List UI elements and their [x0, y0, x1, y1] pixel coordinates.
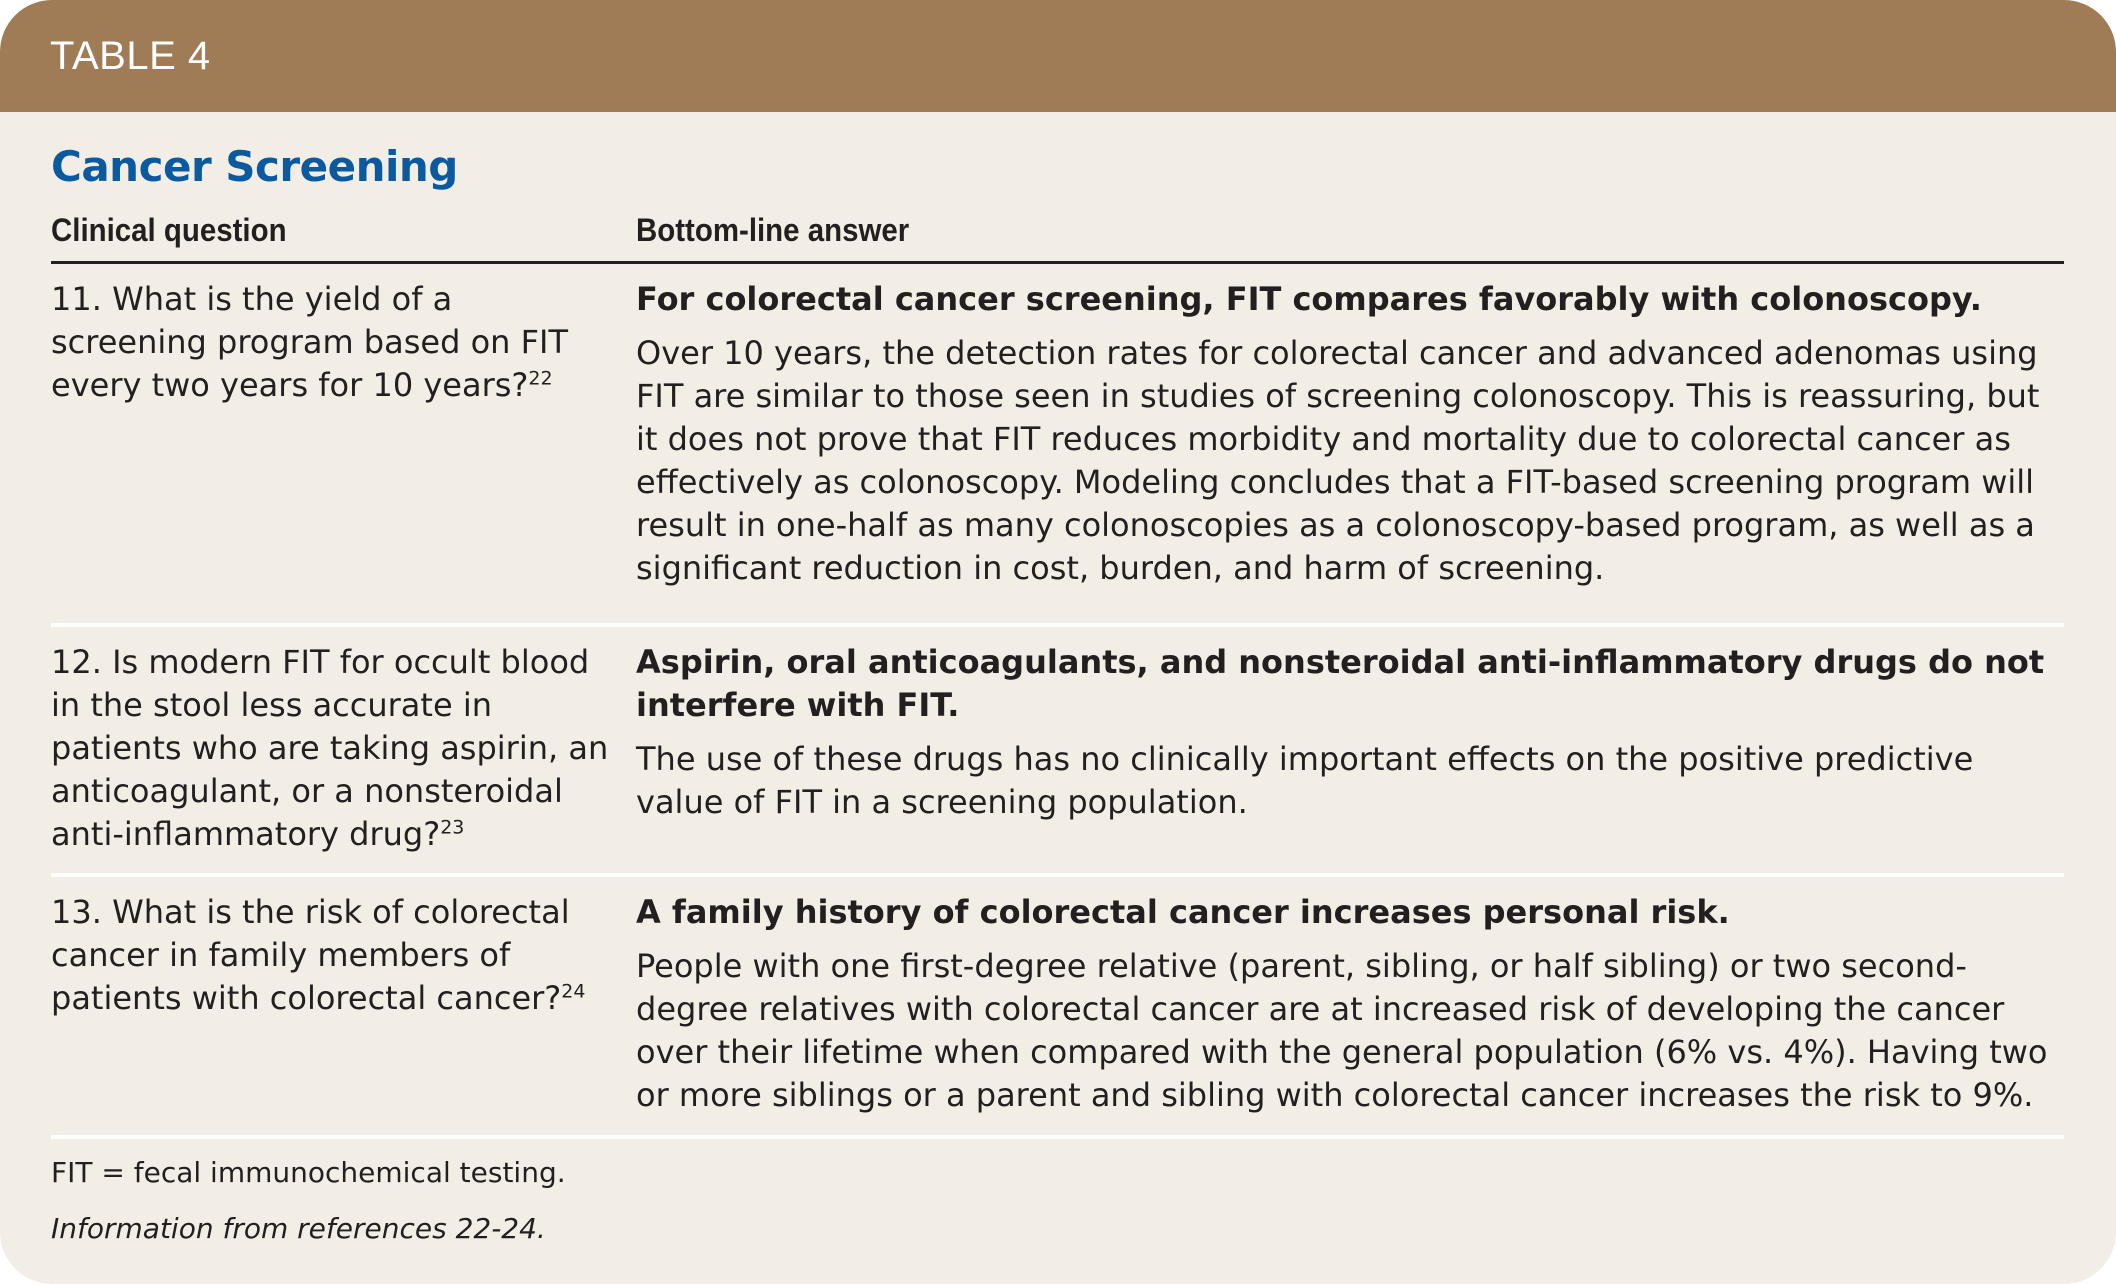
- reference-superscript: 24: [561, 980, 586, 1003]
- table-number-label: TABLE 4: [50, 33, 211, 78]
- table-content: [0, 134, 2116, 1249]
- question-text: 12. Is modern FIT for occult blood in the stool less accurate in patients who are taking aspirin, an anticoagulant, or a nonsteroidal anti-inflammatory drug?: [51, 643, 609, 853]
- table-footnotes: [51, 1139, 2064, 1249]
- answer-detail: The use of these drugs has no clinically important effects on the positive predictive value of FIT in a screening population.: [636, 740, 1974, 821]
- clinical-question-cell: [51, 891, 636, 1135]
- table-banner: [0, 0, 2116, 112]
- clinical-question-cell: [51, 641, 636, 873]
- header-clinical-question: Clinical question: [51, 212, 287, 248]
- clinical-question-cell: [51, 278, 636, 623]
- source-footnote: Information from references 22-24.: [51, 1212, 546, 1245]
- answer-cell: [636, 641, 2064, 873]
- answer-detail: Over 10 years, the detection rates for colorectal cancer and advanced adenomas using FIT are similar to those seen in studies of screening colonoscopy. This is reassuring, but it does not prove that FIT reduces morbidity and mortality due to colorectal cancer as effectively as colonoscopy. Modeling concludes that a FIT-based screening program will result in one-half as many colonoscopies as a colonoscopy-based program, as well as a significant reduction in cost, burden, and harm of screening.: [636, 334, 2040, 587]
- table-title: Cancer Screening: [51, 142, 458, 191]
- answer-headline: Aspirin, oral anticoagulants, and nonsteroidal anti-inflammatory drugs do not interfere with FIT.: [636, 643, 2045, 724]
- abbreviation-footnote: FIT = fecal immunochemical testing.: [51, 1156, 566, 1189]
- answer-cell: [636, 278, 2064, 623]
- answer-headline: For colorectal cancer screening, FIT compares favorably with colonoscopy.: [636, 280, 1982, 318]
- question-text: 13. What is the risk of colorectal cancer in family members of patients with colorectal cancer?: [51, 893, 570, 1017]
- table-row: [51, 877, 2064, 1139]
- answer-cell: [636, 891, 2064, 1135]
- answer-detail: People with one first-degree relative (parent, sibling, or half sibling) or two second-degree relatives with colorectal cancer are at increased risk of developing the cancer over their lifetime when compared with the general population (6% vs. 4%). Having two or more siblings or a parent and sibling with colorectal cancer increases the risk to 9%.: [636, 947, 2048, 1114]
- answer-headline: A family history of colorectal cancer increases personal risk.: [636, 893, 1730, 931]
- table-row: [51, 264, 2064, 627]
- table-row: [51, 627, 2064, 877]
- header-bottom-line-answer: Bottom-line answer: [636, 212, 910, 248]
- question-text: 11. What is the yield of a screening program based on FIT every two years for 10 years?: [51, 280, 568, 404]
- reference-superscript: 22: [528, 367, 553, 390]
- table-header-row: [51, 200, 2064, 264]
- reference-superscript: 23: [440, 816, 465, 839]
